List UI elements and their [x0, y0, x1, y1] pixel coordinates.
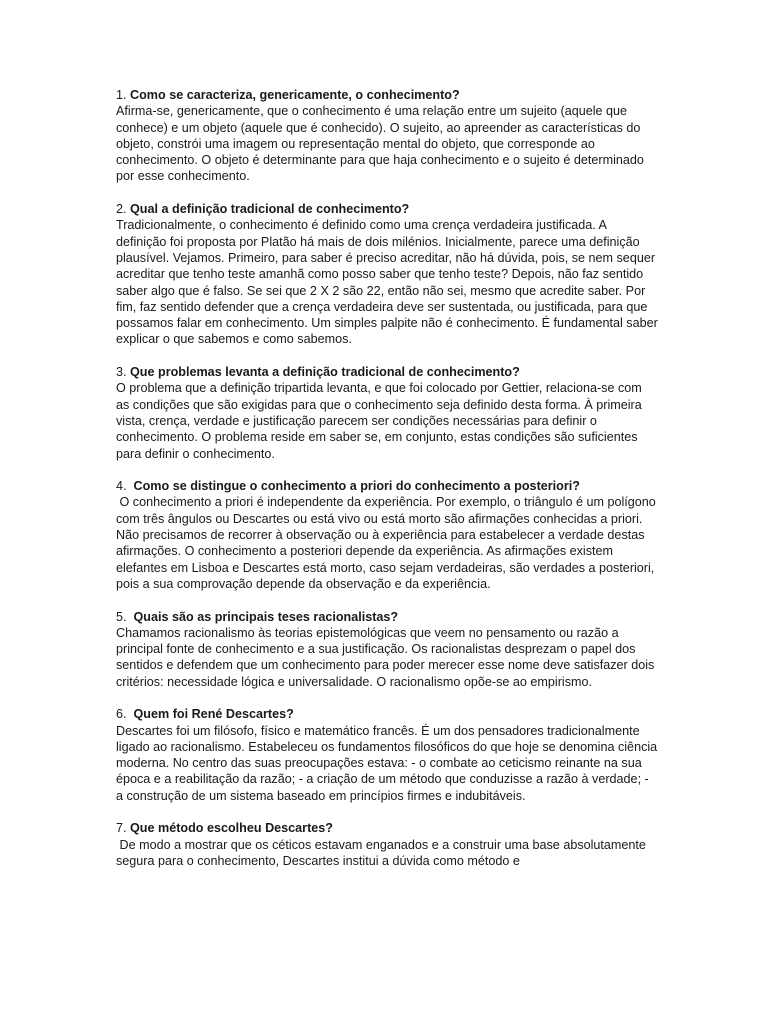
- answer-paragraph: Afirma-se, genericamente, que o conhecimento é uma relação entre um sujeito (aquele que conhece) e um objeto (aquele que é conhecido). O sujeito, ao apreender as características do objeto, constrói uma imagem ou representação mental do objeto, que corresponde ao conhecimento. O objeto é determinante para que haja conhecimento e o sujeito é determinado por esse conhecimento.: [116, 104, 648, 184]
- qa-item-1: [116, 87, 658, 185]
- question-text: Que problemas levanta a definição tradicional de conhecimento?: [130, 365, 520, 380]
- question-number: 2.: [116, 202, 131, 217]
- question-number: 7.: [116, 821, 131, 836]
- question-text: Que método escolheu Descartes?: [130, 821, 333, 836]
- question-number: 6.: [116, 707, 134, 722]
- answer-paragraph: O problema que a definição tripartida levanta, e que foi colocado por Gettier, relaciona-se com as condições que são exigidas para que o conhecimento seja definido desta forma. À primeira vista, crença, verdade e justificação parecem ser condições necessárias para definir o conhecimento. O problema reside em saber se, em conjunto, estas condições são suficientes para definir o conhecimento.: [116, 381, 646, 461]
- qa-item-5: [116, 609, 658, 690]
- answer-paragraph: O conhecimento a priori é independente da experiência. Por exemplo, o triângulo é um polígono com três ângulos ou Descartes ou está vivo ou está morto são afirmações conhecidas a priori. Não precisamos de recorrer à observação ou à experiência para estabelecer a verdade destas afirmações. O conhecimento a posteriori depende da experiência. As afirmações existem elefantes em Lisboa e Descartes está morto, caso sejam verdadeiras, são verdades a posteriori, pois a sua comprovação depende da observação e da experiência.: [116, 495, 660, 591]
- question-number: 1.: [116, 88, 131, 102]
- answer-paragraph: Chamamos racionalismo às teorias epistemológicas que veem no pensamento ou razão a principal fonte de conhecimento e a sua justificação. Os racionalistas desprezam o papel dos sentidos e defendem que um conhecimento para poder merecer esse nome deve satisfazer dois critérios: necessidade lógica e universalidade. O racionalismo opõe-se ao empirismo.: [116, 625, 658, 689]
- question-text: Quem foi René Descartes?: [133, 707, 294, 722]
- question-heading: [116, 87, 658, 103]
- answer-paragraph: Descartes foi um filósofo, físico e matemático francês. É um dos pensadores tradicionalmente ligado ao racionalismo. Estabeleceu os fundamentos filosóficos do que hoje se denomina ciência moderna. No centro das suas preocupações estava: - o combate ao ceticismo reinante na sua época e a reabilitação da razão; - a criação de um método que conduzisse a razão à verdade; - a construção de um sistema baseado em princípios firmes e indubitáveis.: [116, 723, 661, 803]
- question-number: 4.: [116, 479, 134, 494]
- question-text: Como se distingue o conhecimento a priori do conhecimento a posteriori?: [133, 479, 580, 494]
- question-heading: [116, 609, 658, 625]
- question-heading: [116, 706, 658, 722]
- question-heading: [116, 478, 658, 494]
- question-number: 5.: [116, 609, 134, 624]
- question-number: 3.: [116, 365, 131, 380]
- question-text: Qual a definição tradicional de conhecimento?: [130, 202, 410, 217]
- question-heading: [116, 820, 658, 836]
- question-text: Quais são as principais teses racionalistas?: [133, 609, 399, 624]
- answer-paragraph: De modo a mostrar que os céticos estavam enganados e a construir uma base absolutamente segura para o conhecimento, Descartes institui a dúvida como método e: [116, 837, 650, 868]
- answer-paragraph: Tradicionalmente, o conhecimento é definido como uma crença verdadeira justificada. A definição foi proposta por Platão há mais de dois milénios. Inicialmente, parece uma definição plausível. Vejamos. Primeiro, para saber é preciso acreditar, não há dúvida, pois, se nem sequer acreditar que tenho teste amanhã como posso saber que tenho teste? Depois, não faz sentido saber algo que é falso. Se sei que 2 X 2 são 22, então não sei, mesmo que acredite saber. Por fim, faz sentido defender que a crença verdadeira deve ser sustentada, ou justificada, para que possamos falar em conhecimento. Um simples palpite não é conhecimento. É fundamental saber explicar o que sabemos e como sabemos.: [116, 218, 662, 347]
- qa-item-7: [116, 820, 658, 869]
- document-body: [116, 87, 662, 886]
- qa-item-2: [116, 201, 662, 348]
- qa-item-3: [116, 364, 658, 462]
- question-text: Como se caracteriza, genericamente, o conhecimento?: [130, 88, 460, 102]
- qa-item-4: [116, 478, 658, 592]
- qa-item-6: [116, 706, 661, 804]
- question-heading: [116, 201, 658, 217]
- question-heading: [116, 364, 658, 380]
